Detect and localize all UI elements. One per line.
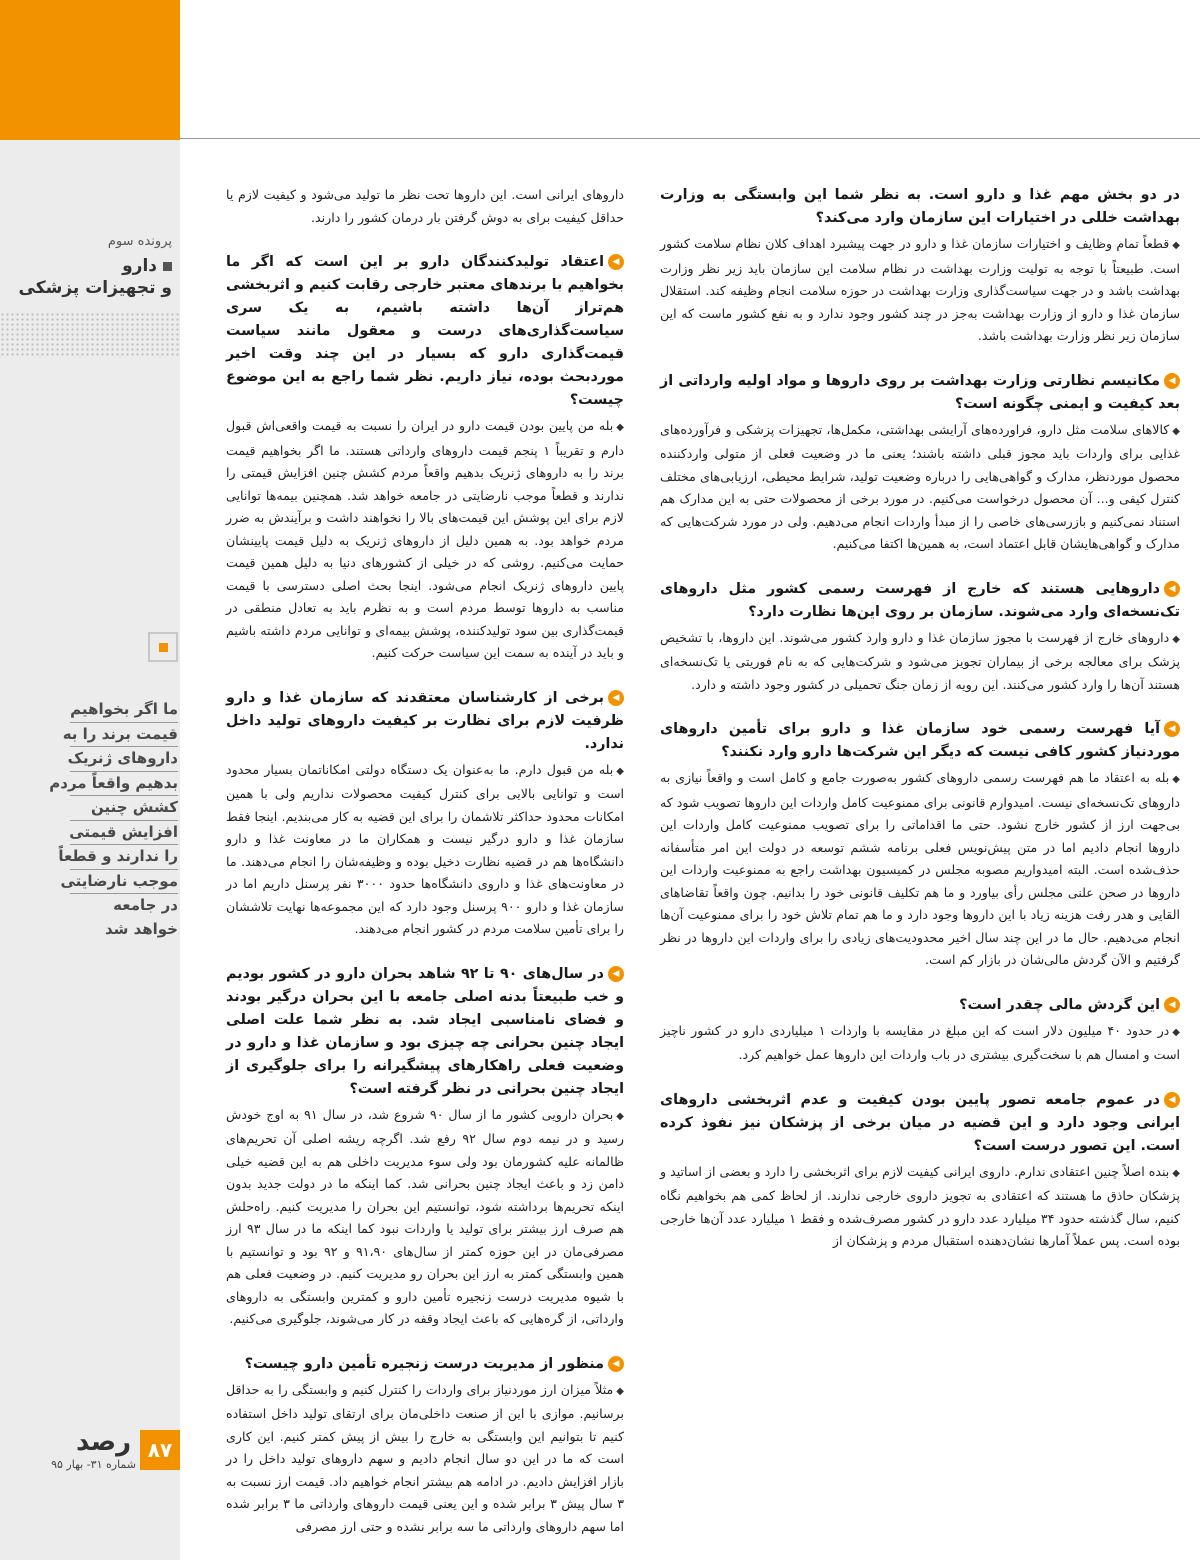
question-text: در دو بخش مهم غذا و دارو است. به نظر شما این وابستگی به وزارت بهداشت خللی در اختیارات این سازمان وارد می‌کند؟ <box>660 187 1180 226</box>
answer-bullet-icon: ◆ <box>1172 425 1180 437</box>
pull-quote-line: بدهیم واقعاً مردم <box>70 772 178 797</box>
question-text: داروهایی هستند که خارج از فهرست رسمی کشور مثل داروهای تک‌نسخه‌ای وارد می‌شوند. سازمان بر روی این‌ها نظارت دارد؟ <box>660 580 1180 620</box>
answer-bullet-icon: ◆ <box>1172 1167 1180 1179</box>
pull-quote-line: را ندارند و قطعاً <box>70 845 178 870</box>
question-heading <box>660 184 1180 230</box>
answer-paragraph <box>226 415 624 665</box>
answer-bullet-icon: ◆ <box>616 1110 624 1122</box>
answer-bullet-icon: ◆ <box>616 422 624 433</box>
question-heading <box>226 687 624 756</box>
question-heading <box>660 1089 1180 1158</box>
question-heading <box>226 1353 624 1376</box>
pull-quote-line: افزایش قیمتی <box>70 821 178 846</box>
magazine-logo: رصد <box>76 1427 132 1457</box>
answer-paragraph <box>660 419 1180 556</box>
left-column <box>226 184 624 1560</box>
question-icon: ◀ <box>608 1356 624 1372</box>
answer-bullet-icon: ◆ <box>1172 774 1180 785</box>
answer-bullet-icon: ◆ <box>1172 633 1180 645</box>
question-icon: ◀ <box>608 966 624 982</box>
question-icon: ◀ <box>1164 373 1180 389</box>
answer-paragraph <box>660 767 1180 972</box>
answer-paragraph <box>226 759 624 941</box>
top-divider <box>180 138 1200 139</box>
question-text: این گردش مالی چقدر است؟ <box>959 996 1160 1013</box>
section-label <box>14 234 172 299</box>
question-text: منظور از مدیریت درست زنجیره تأمین دارو چیست؟ <box>244 1355 604 1372</box>
pull-quote-line: موجب نارضایتی <box>70 870 178 895</box>
question-text: آیا فهرست رسمی خود سازمان غذا و دارو برای تأمین داروهای موردنیاز کشور کافی نیست که دیگر این شرکت‌ها دارو وارد نکنند؟ <box>660 721 1180 760</box>
answer-paragraph <box>226 1104 624 1331</box>
answer-text: قطعاً تمام وظایف و اختیارات سازمان غذا و دارو در جهت پیشبرد اهداف کلان نظام سلامت کشور است. طبیعتاً با توجه به تولیت وزارت بهداشت در نظام سلامت این سازمان باید زیر نظر وزارت بهداشت باشد و در جهت سیاست‌گذاری وزارت بهداشت در حوزه سلامت انجام وظیفه کند. استقلال سازمان غذا و دارو از وزارت بهداشت به‌جز در چند کشور وجود ندارد و به نفع کشور ماست که این سازمان زیر نظر وزارت بهداشت باشد. <box>660 236 1180 343</box>
right-column <box>660 184 1180 1275</box>
question-text: در سال‌های ۹۰ تا ۹۲ شاهد بحران دارو در کشور بودیم و خب طبیعتاً بدنه اصلی جامعه با این بحران درگیر بودند و فضای نامناسبی ایجاد شد. به نظر شما علت اصلی ایجاد چنین بحرانی چه چیزی بود و سازمان غذا و دارو در وضعیت فعلی راهکارهای پیشگیرانه را برای جلوگیری از ایجاد چنین بحرانی در نظر گرفته است؟ <box>226 965 624 1097</box>
answer-bullet-icon: ◆ <box>616 1385 624 1397</box>
answer-paragraph <box>660 1020 1180 1067</box>
pull-quote-line: در جامعه <box>113 896 178 914</box>
orange-corner-block <box>0 0 180 140</box>
question-text: اعتقاد تولیدکنندگان دارو بر این است که اگر ما بخواهیم با برندهای معتبر خارجی رقابت کنیم و اثربخشی هم‌تراز آن‌ها داشته باشیم، به یک سری سیاست‌گذاری‌های درست و معقول مانند سیاست قیمت‌گذاری دارو که بسیار در این چند وقت اخیر موردبحث بوده، نیاز داریم. نظر شما راجع به این موضوع چیست؟ <box>226 254 624 408</box>
pull-quote-line: ما اگر بخواهیم <box>70 698 178 723</box>
section-title-line2: و تجهیزات پزشکی <box>18 278 172 298</box>
question-text: برخی از کارشناسان معتقدند که سازمان غذا و دارو ظرفیت لازم برای نظارت بر کیفیت داروهای تولید داخل ندارد. <box>226 689 624 752</box>
answer-text: بله من پایین بودن قیمت دارو در ایران را نسبت به قیمت واقعی‌اش قبول دارم و تقریباً ۱ پنجم قیمت داروهای وارداتی هستند. ما اگر بخواهیم قیمت برند را به داروهای ژنریک بدهیم واقعاً مردم کشش چنین افزایش قیمتی را ندارند و قطعاً موجب نارضایتی در جامعه خواهد شد. همچنین بیمه‌ها توانایی لازم برای این پوشش این قیمت‌های بالا را نخواهند داشت و برآیندش به ضرر مردم خواهد بود. به همین دلیل از داروهای ژنریک به دلیل قیمت پایینشان حمایت می‌کنیم. روشی که در خیلی از کشورهای دنیا به دلیل همین قیمت پایین داروهای ژنریک انجام می‌شود. اینجا بحث اصلی دسترسی با قیمت مناسب به داروها توسط مردم است و به نظرم باید به تعادل منطقی در قیمت‌گذاری بین سود تولیدکننده، پوشش بیمه‌ای و توانایی مردم داشته باشیم و باید در آینده به سمت این سیاست حرکت کنیم. <box>226 418 624 660</box>
answer-bullet-icon: ◆ <box>1172 240 1180 251</box>
answer-text: مثلاً میزان ارز موردنیاز برای واردات را کنترل کنیم و وابستگی را به حداقل برسانیم. موازی با این از صنعت داخلی‌مان برای ارتقای تولید داخل استفاده کنیم تا بتوانیم این وابستگی به خارج را بیش از پیش کمتر کنیم. این کاری است که ما در این دو سال انجام دادیم و سهم داروهای تولید داخل را در بازار افزایش دادیم. در ادامه هم بیشتر انجام خواهیم داد. قیمت ارز نسبت به ۳ سال پیش ۳ برابر شده و این یعنی قیمت داروهای وارداتی ما ۳ برابر شده اما سهم داروهای وارداتی ما سه برابر نشده و حتی ارز مصرفی <box>226 1381 624 1534</box>
answer-paragraph <box>660 627 1180 697</box>
question-icon: ◀ <box>1164 721 1180 737</box>
answer-text: بحران دارویی کشور ما از سال ۹۰ شروع شد، در سال ۹۱ به اوج خودش رسید و در نیمه دوم سال ۹۲ رفع شد. اگرچه ریشه اصلی آن تحریم‌های ظالمانه علیه کشورمان بود ولی سوء مدیریت داخلی هم به این قضیه خیلی دامن زد و باعث ایجاد چنین بحرانی شد. کما اینکه ما در دولت جدید بدون اینکه تحریم‌ها برداشته شود، توانستیم این بحران را مدیریت کنیم. راه‌حلش هم صرف ارز بیشتر برای تولید یا واردات نبود کما اینکه ما در سال ۹۳ ارز مصرفی‌مان در این حوزه کمتر از سال‌های ۹۱،۹۰ و ۹۲ بود و توانستیم با همین وابستگی کمتر به ارز این بحران رو مدیریت کنیم. در وضعیت فعلی هم با شیوه مدیریت درست زنجیره تأمین دارو و کمترین وابستگی به داروهای وارداتی، از گره‌هایی که باعث ایجاد وقفه در کار می‌شوند، جلوگیری می‌کنیم. <box>226 1106 625 1326</box>
answer-paragraph <box>660 233 1180 348</box>
question-heading <box>226 251 624 412</box>
answer-bullet-icon: ◆ <box>616 765 624 777</box>
pull-quote-line: داروهای ژنریک <box>70 747 178 772</box>
answer-paragraph <box>226 1379 624 1539</box>
pull-quote-line: قیمت برند را به <box>70 723 178 748</box>
question-heading <box>660 718 1180 764</box>
question-heading <box>226 963 624 1101</box>
answer-text: بله به اعتقاد ما هم فهرست رسمی داروهای کشور به‌صورت جامع و کامل است و واقعاً نیازی به داروهای تک‌نسخه‌ای نیست. امیدوارم قانونی برای ممنوعیت کامل واردات این داروها تصویب شود که بی‌جهت ارز از کشور خارج نشود. حتی ما اقداماتی را برای تصویب ممنوعیت کامل واردات این داروها انجام دادیم اما در متن پیش‌نویس فعلی برنامه ششم توسعه در دولت این امر متأسفانه حذف‌شده است. البته امیدواریم مصوبه مجلس در کمیسیون بهداشت راجع به ممنوعیت واردات این داروها در صحن علنی مجلس رأی بیاورد و ما هم تکلیف قانونی خود را بدانیم. چون واقعاً تقاضاهای القایی و هدر رفت هزینه زیاد با این داروها وجود دارد و ما هم تمام تلاش خود را برای ممنوعیت آن‌ها انجام می‌دهیم. حال ما در این چند سال اخیر محدودیت‌های زیادی را برای واردات این داروها در نظر گرفتیم و الآن گردش مالی‌شان در بازار کم است. <box>660 770 1180 967</box>
pull-quote-marker-icon <box>148 632 178 662</box>
pull-quote-line: کشش چنین <box>70 796 178 821</box>
question-heading <box>660 994 1180 1017</box>
pull-quote-line: خواهد شد <box>104 919 178 938</box>
answer-bullet-icon: ◆ <box>1172 1026 1180 1038</box>
question-text: در عموم جامعه تصور پایین بودن کیفیت و عدم اثربخشی داروهای ایرانی وجود دارد و این قضیه در میان برخی از پزشکان نیز نفوذ کرده است. این تصور درست است؟ <box>660 1091 1180 1154</box>
dot-pattern <box>0 312 180 356</box>
section-title-line1: دارو <box>122 256 157 276</box>
answer-text: در حدود ۴۰ میلیون دلار است که این مبلغ در مقایسه با واردات ۱ میلیاردی دارو در کشور ناچیز است و امسال هم با سخت‌گیری بیشتری در باب واردات این داروها عمل خواهیم کرد. <box>660 1022 1180 1062</box>
answer-text: بله من قبول دارم. ما به‌عنوان یک دستگاه دولتی امکاناتمان بسیار محدود است و توانایی بالایی برای کنترل کیفیت محصولات نداریم ولی با همین امکانات محدود حداکثر تلاشمان را برای این قضیه به کار می‌بندیم. اینجا فقط سازمان غذا و دارو درگیر نیست و همکاران ما در معاونت غذا و دارو دانشگاه‌ها هم در قضیه نظارت دخیل بوده و وظیفه‌شان را انجام می‌دهند. ما در معاونت‌های غذا و داروی دانشگاه‌ها حدود ۳۰۰۰ نفر پرسنل داریم اما در سازمان غذا و دارو ۹۰۰ پرسنل وجود دارد که این مجموعه‌ها نهایت تلاششان را برای تأمین سلامت مردم در کشور انجام می‌دهند. <box>226 761 624 936</box>
question-icon: ◀ <box>608 254 624 270</box>
question-text: مکانیسم نظارتی وزارت بهداشت بر روی داروها و مواد اولیه وارداتی از بعد کیفیت و ایمنی چگونه است؟ <box>660 372 1180 412</box>
answer-text: بنده اصلاً چنین اعتقادی ندارم. داروی ایرانی کیفیت لازم برای اثربخشی را دارد و بعضی از اساتید و پزشکان حاذق ما هستند که اعتقادی به تجویز داروی خارجی ندارند. از لحاظ کمی هم بخواهیم نگاه کنیم، سال گذشته حدود ۳۴ میلیارد عدد دارو در کشور مصرف‌شده و فقط ۱ میلیارد عدد آن‌ها خارجی بوده است. پس عملاً آمارها نشان‌دهنده استقبال مردم و پزشکان از <box>660 1163 1180 1248</box>
section-kicker: پرونده سوم <box>107 234 172 249</box>
square-bullet-icon <box>163 262 172 271</box>
left-intro-paragraph: داروهای ایرانی است. این داروها تحت نظر ما تولید می‌شود و کیفیت لازم یا حداقل کیفیت برای به دوش گرفتن بار درمان کشور را دارند. <box>226 187 624 225</box>
pull-quote <box>49 698 178 941</box>
answer-text: داروهای خارج از فهرست با مجوز سازمان غذا و دارو وارد کشور می‌شوند. این داروها، با تشخیص پزشک برای معالجه برخی از بیماران تجویز می‌شود و شرکت‌هایی که به نام فوریتی یا تک‌نسخه‌ای هستند آن‌ها را وارد کشور می‌کنند. این رویه از زمان جنگ تحمیلی در کشور وجود داشته و دارد. <box>660 629 1180 692</box>
question-icon: ◀ <box>608 690 624 706</box>
question-icon: ◀ <box>1164 1092 1180 1108</box>
question-heading <box>660 578 1180 624</box>
answer-paragraph <box>660 1161 1180 1253</box>
question-icon: ◀ <box>1164 997 1180 1013</box>
issue-label: شماره ۳۱- بهار ۹۵ <box>51 1458 136 1471</box>
page-number: ۸۷ <box>140 1430 180 1470</box>
question-heading <box>660 370 1180 416</box>
question-icon: ◀ <box>1164 581 1180 597</box>
answer-text: کالاهای سلامت مثل دارو، فراورده‌های آرایشی بهداشتی، مکمل‌ها، تجهیزات پزشکی و فرآورده‌های غذایی برای واردات باید مجوز قبلی داشته باشند؛ یعنی ما در وضعیت فعلی از متولی واردکننده محصول موردنظر، مدارک و گواهی‌هایی را درباره وضعیت تولید، شرایط محیطی، ارزیابی‌های مختلف کنترل کیفی و... آن محصول درخواست می‌کنیم. در مورد برخی از محصولات حتی به این مدارک هم استناد نمی‌کنیم و بازرسی‌های خاصی را از مبدأ واردات انجام می‌دهیم. ولی در مورد شرکت‌هایی که مدارک و گواهی‌هایشان قابل اعتماد است، به همین‌ها اکتفا می‌کنیم. <box>660 421 1180 551</box>
